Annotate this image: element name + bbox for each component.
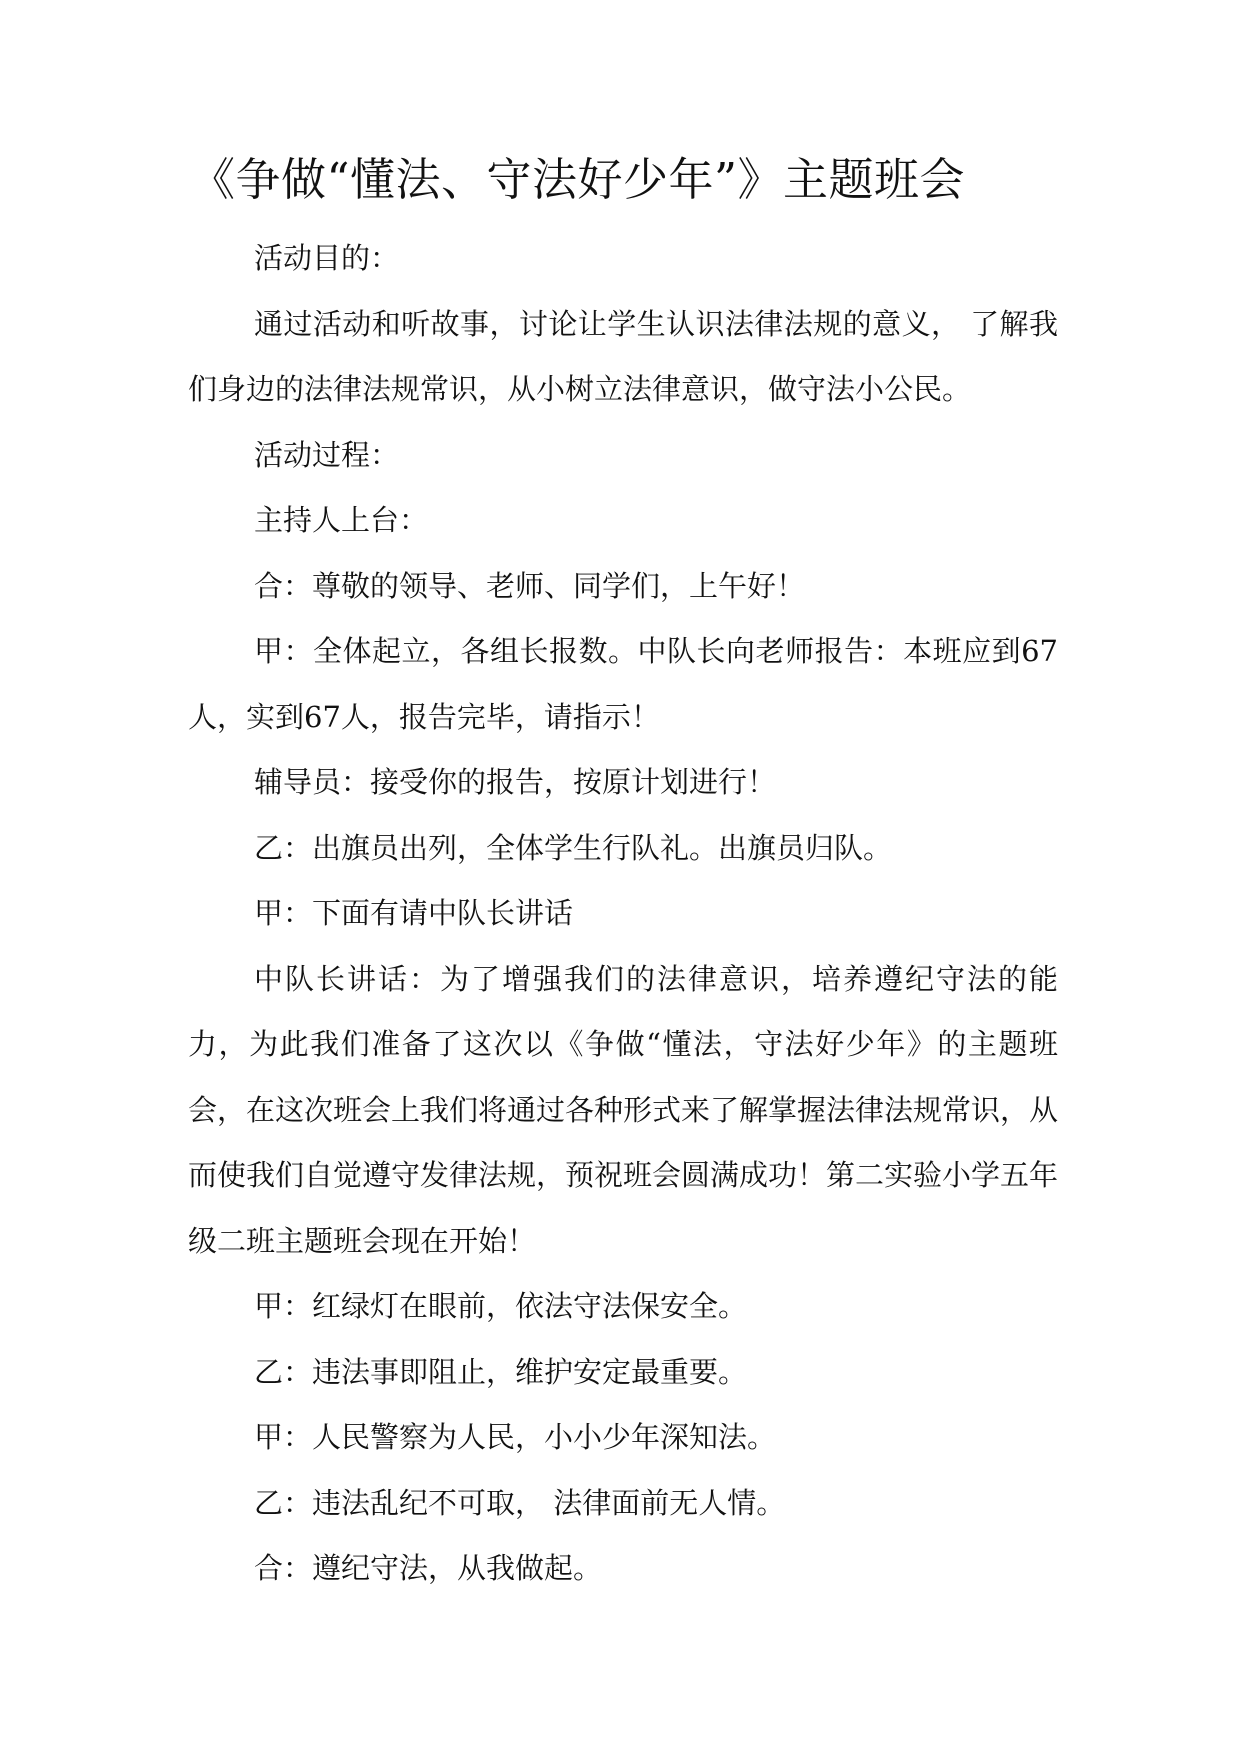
document-title: 《争做“懂法、守法好少年”》主题班会 — [190, 153, 966, 206]
paragraph-verse-4: 乙：违法乱纪不可取， 法律面前无人情。 — [254, 1485, 786, 1520]
paragraph-verse-1: 甲：红绿灯在眼前，依法守法保安全。 — [254, 1289, 748, 1323]
paragraph-verse-5: 合：遵纪守法，从我做起。 — [254, 1551, 603, 1585]
paragraph-flag-ceremony: 乙：出旗员出列，全体学生行队礼。出旗员归队。 — [254, 830, 893, 865]
paragraph-counselor-reply: 辅导员：接受你的报告，按原计划进行！ — [254, 765, 777, 799]
paragraph-verse-2: 乙：违法事即阻止，维护安定最重要。 — [254, 1354, 748, 1389]
paragraph-roll-call: 甲：全体起立，各组长报数。中队长向老师报告：本班应到67人，实到67人，报告完毕，请指示！ — [188, 634, 1058, 734]
paragraph-verse-3: 甲：人民警察为人民，小小少年深知法。 — [254, 1420, 777, 1454]
paragraph-invite-speech: 甲：下面有请中队长讲话 — [254, 896, 574, 930]
paragraph-hosts-enter: 主持人上台： — [254, 503, 429, 537]
paragraph-activity-goal-heading: 活动目的： — [254, 241, 400, 275]
paragraph-activity-process-heading: 活动过程： — [254, 437, 400, 472]
paragraph-squad-leader-speech: 中队长讲话：为了增强我们的法律意识，培养遵纪守法的能力，为此我们准备了这次以《争做“懂法，守法好少年》的主题班会，在这次班会上我们将通过各种形式来了解掌握法律法规常识，从而使我们自觉遵守发律法规，预祝班会圆满成功！第二实验小学五年级二班主题班会现在开始！ — [188, 961, 1059, 1258]
paragraph-greeting: 合：尊敬的领导、老师、同学们，上午好！ — [254, 568, 806, 603]
paragraph-activity-goal: 通过活动和听故事，讨论让学生认识法律法规的意义， 了解我们身边的法律法规常识，从小树立法律意识，做守法小公民。 — [188, 306, 1058, 406]
document-body — [188, 226, 1058, 1602]
